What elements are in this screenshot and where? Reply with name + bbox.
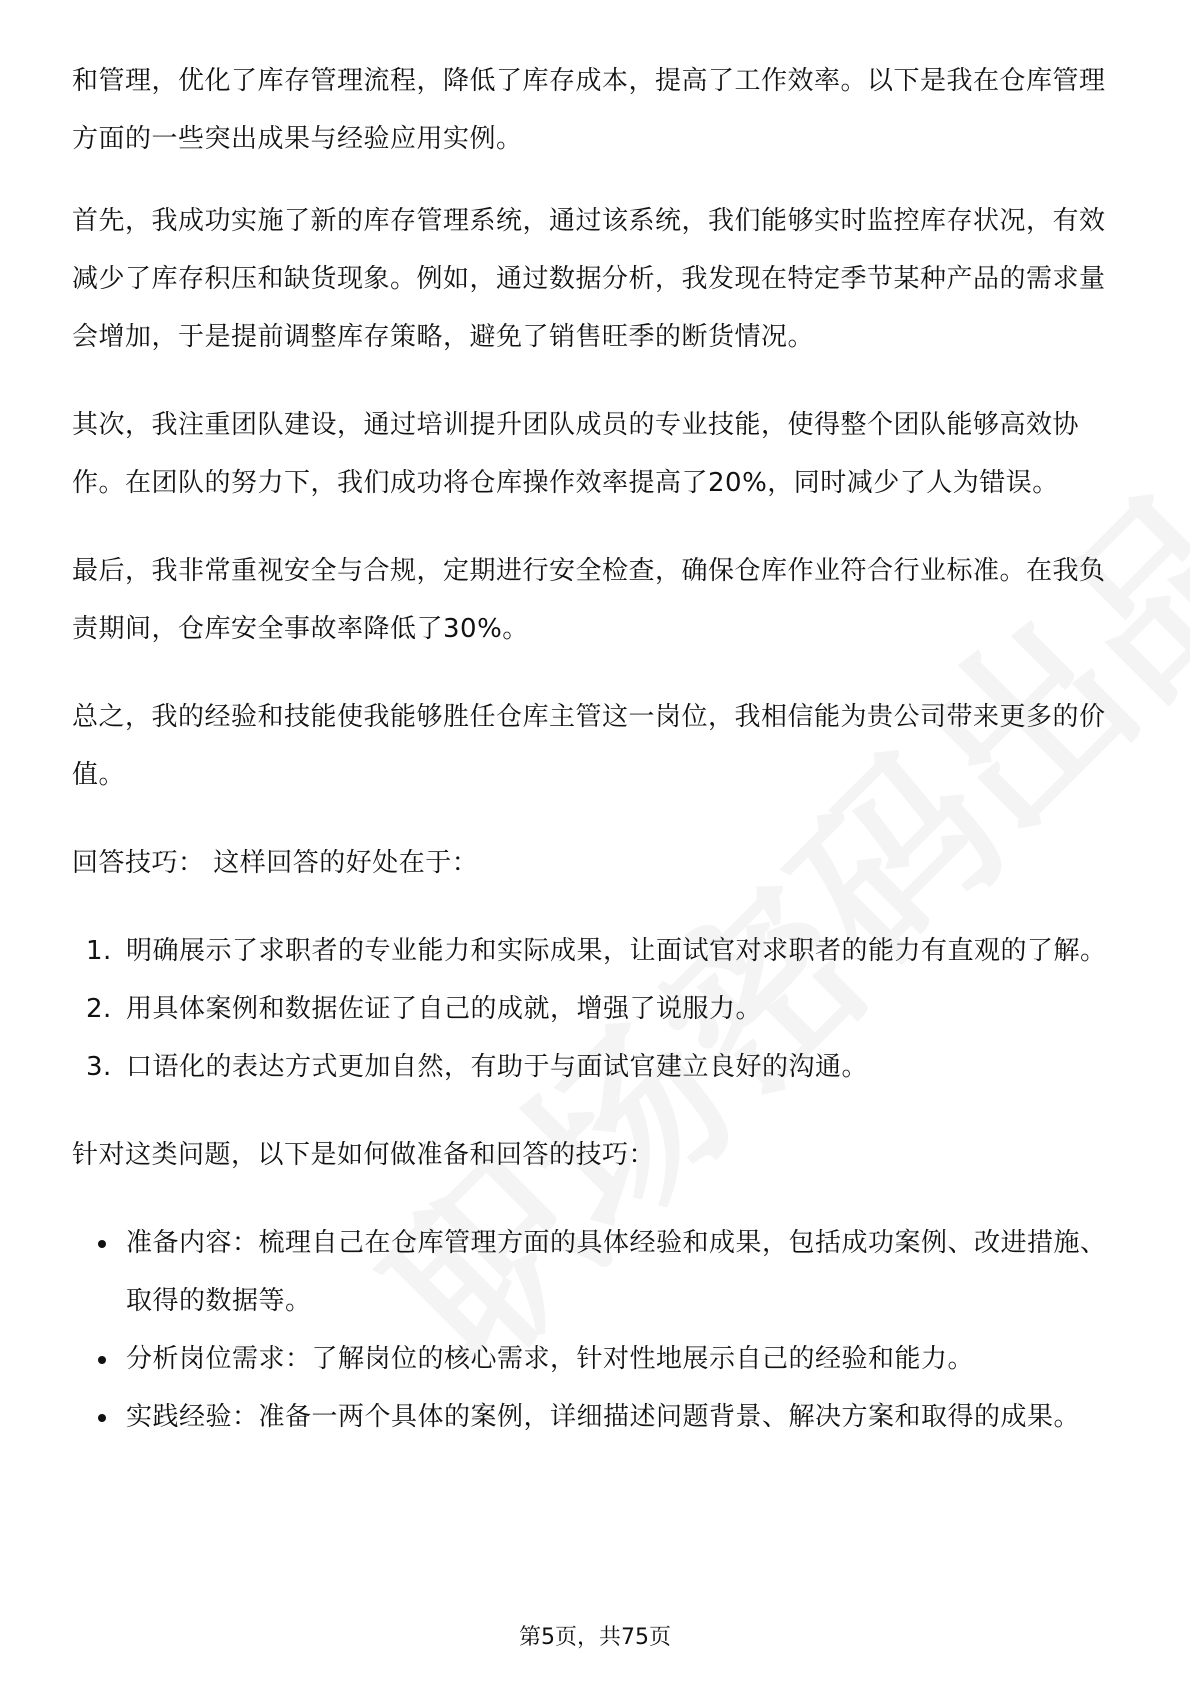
list-item-text: 明确展示了求职者的专业能力和实际成果，让面试官对求职者的能力有直观的了解。 [126, 936, 1107, 966]
list-item [72, 980, 1122, 1038]
paragraph-conclusion: 总之，我的经验和技能使我能够胜任仓库主管这一岗位，我相信能为贵公司带来更多的价值。 [72, 702, 1106, 790]
paragraph-third-point: 最后，我非常重视安全与合规，定期进行安全检查，确保仓库作业符合行业标准。在我负责期间，仓库安全事故率降低了30%。 [72, 556, 1106, 644]
tips-intro: 回答技巧： 这样回答的好处在于： [72, 848, 479, 878]
preparation-tips-list [72, 1214, 1122, 1446]
page-number-footer: 第5页，共75页 [519, 1625, 671, 1650]
list-item-text: 分析岗位需求：了解岗位的核心需求，针对性地展示自己的经验和能力。 [126, 1344, 975, 1374]
bullet-icon [98, 1414, 106, 1422]
list-item [72, 1330, 1122, 1388]
list-number: 3. [86, 1052, 112, 1082]
list-item-text: 口语化的表达方式更加自然，有助于与面试官建立良好的沟通。 [126, 1052, 869, 1082]
list-item-text: 准备内容：梳理自己在仓库管理方面的具体经验和成果，包括成功案例、改进措施、取得的数据等。 [126, 1228, 1107, 1316]
paragraph-first-point: 首先，我成功实施了新的库存管理系统，通过该系统，我们能够实时监控库存状况，有效减少了库存积压和缺货现象。例如，通过数据分析，我发现在特定季节某种产品的需求量会增加，于是提前调整库存策略，避免了销售旺季的断货情况。 [72, 206, 1106, 352]
preparation-intro: 针对这类问题，以下是如何做准备和回答的技巧： [72, 1140, 656, 1170]
advantages-list [72, 922, 1122, 1096]
list-number: 1. [86, 936, 112, 966]
paragraph-intro: 和管理，优化了库存管理流程，降低了库存成本，提高了工作效率。以下是我在仓库管理方面的一些突出成果与经验应用实例。 [72, 66, 1106, 154]
bullet-icon [98, 1240, 106, 1248]
list-number: 2. [86, 994, 112, 1024]
list-item-text: 实践经验：准备一两个具体的案例，详细描述问题背景、解决方案和取得的成果。 [126, 1402, 1081, 1432]
list-item [72, 922, 1122, 980]
bullet-icon [98, 1356, 106, 1364]
list-item-text: 用具体案例和数据佐证了自己的成就，增强了说服力。 [126, 994, 763, 1024]
list-item [72, 1214, 1122, 1330]
list-item [72, 1038, 1122, 1096]
document-body [72, 52, 1122, 1476]
list-item [72, 1388, 1122, 1446]
paragraph-second-point: 其次，我注重团队建设，通过培训提升团队成员的专业技能，使得整个团队能够高效协作。在团队的努力下，我们成功将仓库操作效率提高了20%，同时减少了人为错误。 [72, 410, 1080, 498]
